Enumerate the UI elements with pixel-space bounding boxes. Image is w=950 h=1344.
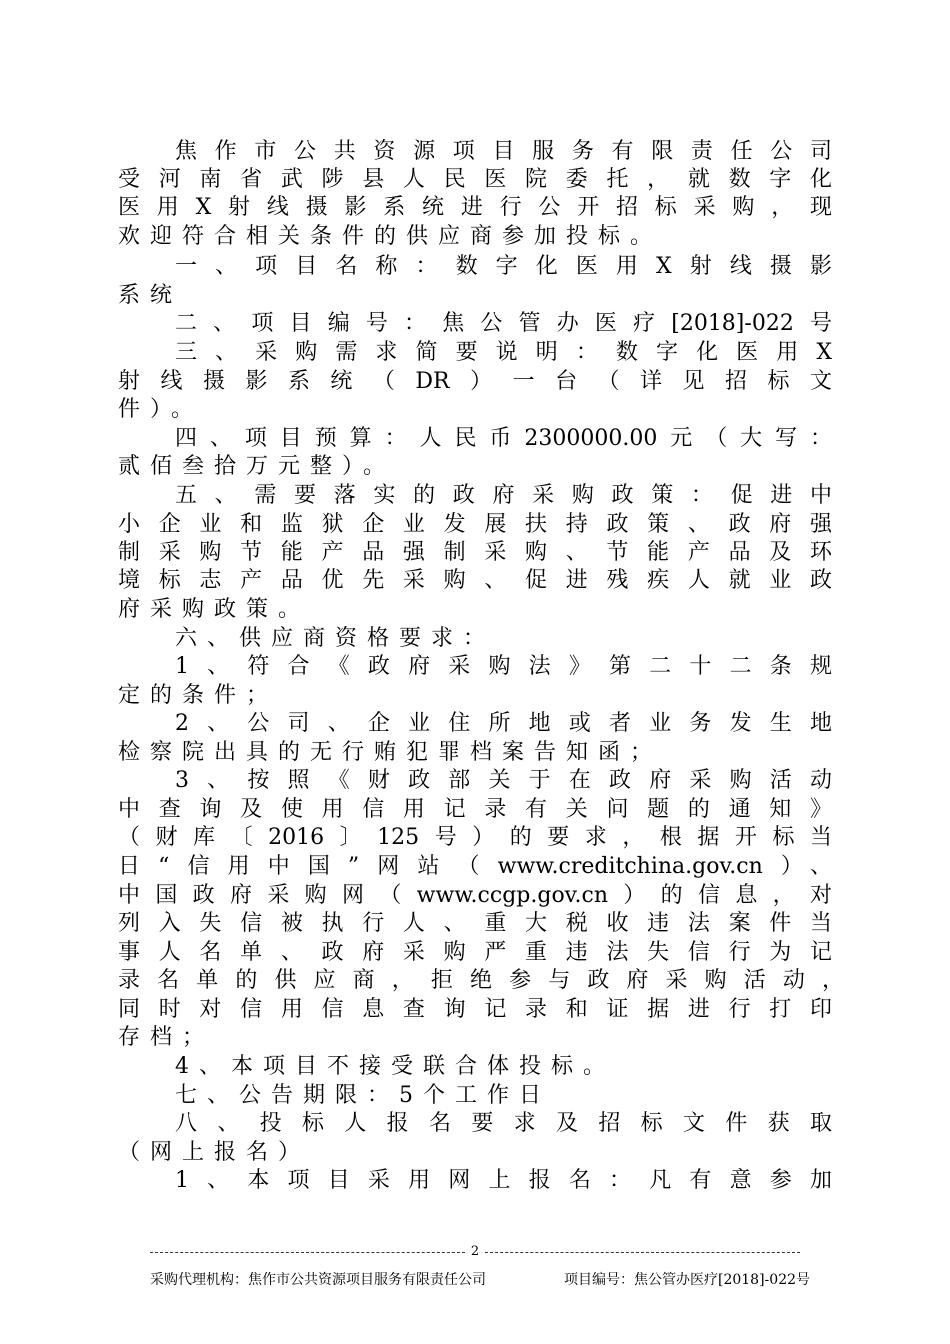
paragraph-line: 欢迎符合相关条件的供应商参加投标。 [118,224,663,249]
list-item-line: 4、本项目不接受联合体投标。 [175,1054,615,1079]
footer-divider [150,1244,800,1260]
paragraph-line: 医用X射线摄影系统进行公开招标采购，现 [118,195,832,220]
section-heading-line: 八、投标人报名要求及招标文件获取 [175,1111,832,1136]
section-heading-line: 七、公告期限：5个工作日 [175,1083,551,1108]
paragraph-line: 射线摄影系统（DR）一台（详见招标文 [118,369,832,394]
page-number: 2 [470,1244,480,1259]
list-item-line: 1、本项目采用网上报名：凡有意参加 [175,1168,832,1193]
section-heading-line: 二、项目编号：焦公管办医疗[2018]-022号 [175,311,832,336]
paragraph-line: 受河南省武陟县人民医院委托，就数字化 [118,167,832,192]
paragraph-line: 列入失信被执行人、重大税收违法案件当 [118,911,832,936]
paragraph-line: 贰佰叁拾万元整）。 [118,454,396,479]
paragraph-line: 事人名单、政府采购严重违法失信行为记 [118,940,832,965]
list-item-line: 1、符合《政府采购法》第二十二条规 [175,654,832,679]
paragraph-line: （网上报名） [118,1140,311,1165]
paragraph-line: 存档； [118,1025,215,1050]
footer-project-number: 项目编号：焦公管办医疗[2018]-022号 [564,1272,811,1288]
paragraph-line: 日“信用中国”网站（www.creditchina.gov.cn）、 [118,854,832,879]
section-heading-line: 一、项目名称：数字化医用X射线摄影 [175,254,832,279]
section-heading-line: 三、采购需求简要说明：数字化医用X [175,340,832,365]
paragraph-line: 同时对信用信息查询记录和证据进行打印 [118,997,832,1022]
paragraph-line: 系统 [118,283,183,308]
footer-agency: 采购代理机构：焦作市公共资源项目服务有限责任公司 [150,1272,486,1288]
paragraph-line: 检察院出具的无行贿犯罪档案告知函； [118,740,663,765]
paragraph-line: 制采购节能产品强制采购、节能产品及环 [118,540,832,565]
paragraph-line: 府采购政策。 [118,597,311,622]
footer-dash-right [485,1252,800,1253]
paragraph-line: 境标志产品优先采购、促进残疾人就业政 [118,568,832,593]
paragraph-line: 件）。 [118,397,204,422]
section-heading-line: 六、供应商资格要求： [175,626,496,651]
paragraph-line: 小企业和监狱企业发展扶持政策、政府强 [118,512,832,537]
paragraph-line: 焦作市公共资源项目服务有限责任公司 [175,139,832,164]
paragraph-line: 定的条件； [118,683,279,708]
list-item-line: 2、公司、企业住所地或者业务发生地 [175,711,832,736]
list-item-line: 3、按照《财政部关于在政府采购活动 [175,768,832,793]
footer-dash-left [150,1252,465,1253]
paragraph-line: 中国政府采购网（www.ccgp.gov.cn）的信息，对 [118,883,832,908]
section-heading-line: 五、需要落实的政府采购政策：促进中 [175,483,832,508]
section-heading-line: 四、项目预算：人民币2300000.00元（大写： [175,426,832,451]
paragraph-line: 录名单的供应商，拒绝参与政府采购活动， [118,968,844,993]
paragraph-line: 中查询及使用信用记录有关问题的通知》 [118,797,832,822]
paragraph-line: （财库〔2016〕125号）的要求，根据开标当 [118,825,832,850]
